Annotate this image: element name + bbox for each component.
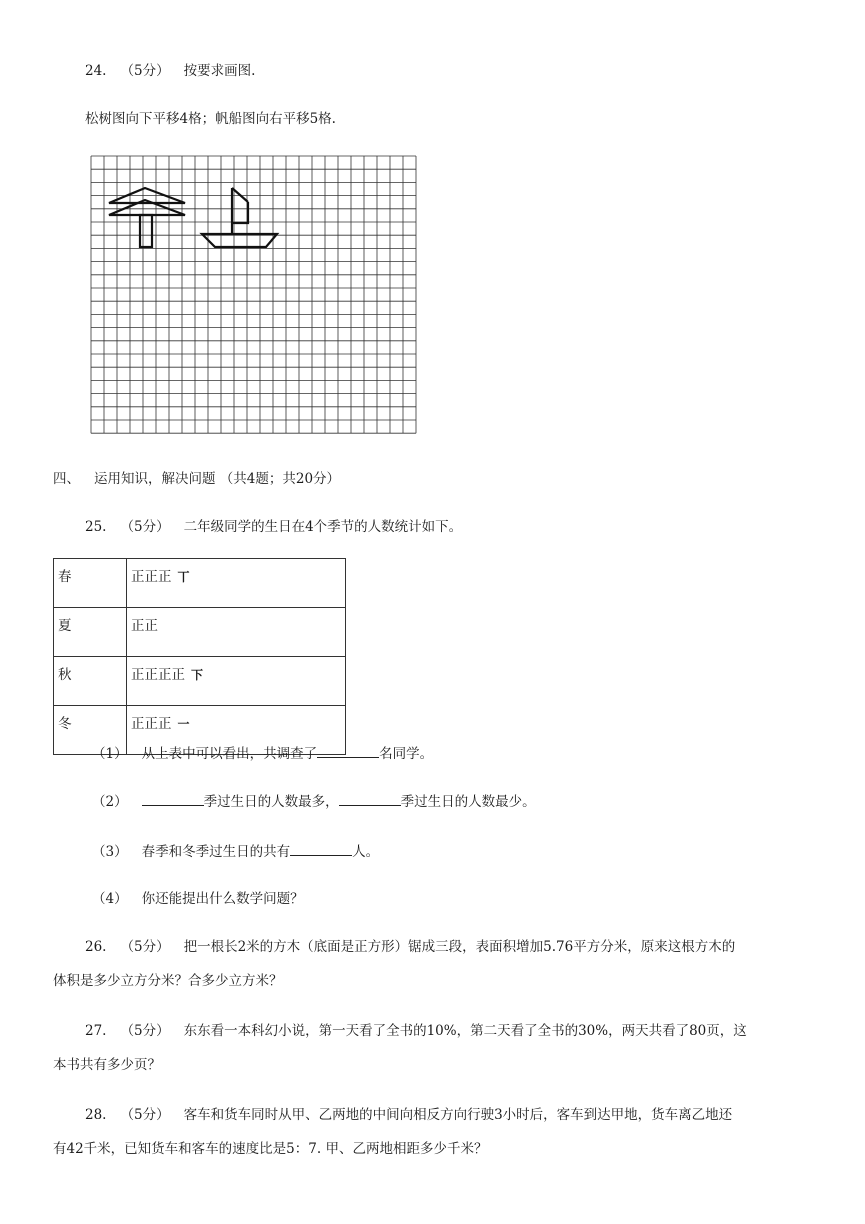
- table-row: [54, 559, 346, 608]
- q27-line2: 本书共有多少页？: [53, 1057, 161, 1073]
- season-cell: 秋: [54, 657, 127, 706]
- sub2-text-b: 季过生日的人数最少。: [400, 794, 536, 810]
- q27-number: 27.: [85, 1023, 107, 1039]
- birthday-tally-table: [53, 558, 346, 755]
- q28-number: 28.: [85, 1107, 107, 1123]
- q24-prompt: 按要求画图.: [183, 63, 256, 79]
- q28-text: 客车和货车同时从甲、乙两地的中间向相反方向行驶3小时后，客车到达甲地，货车离乙地还: [183, 1107, 733, 1123]
- pine-tree-shape: [109, 188, 185, 247]
- section4-heading: [53, 470, 340, 488]
- q24-header: [85, 62, 255, 80]
- tally-partial: 下: [191, 668, 204, 682]
- q25-sub3: [92, 842, 379, 861]
- tally-marks: 正正: [131, 618, 158, 634]
- table-row: [54, 608, 346, 657]
- q25-header: [85, 518, 462, 536]
- tally-marks: 正正正: [131, 716, 172, 732]
- sub-number: （1）: [92, 746, 128, 762]
- section4-title: 运用知识，解决问题 （共4题；共20分）: [94, 471, 341, 487]
- grid-lines: [91, 156, 416, 433]
- q25-sub4: [92, 890, 304, 908]
- q24-score: （5分）: [120, 63, 170, 79]
- sailboat-shape: [202, 188, 277, 247]
- sub-number: （2）: [92, 794, 128, 810]
- table-row: [54, 657, 346, 706]
- tally-cell: [127, 608, 346, 657]
- sub1-text-b: 名同学。: [379, 746, 434, 762]
- q28-line2: 有42千米，已知货车和客车的速度比是5：7. 甲、乙两地相距多少千米？: [53, 1141, 488, 1157]
- season-cell: 冬: [54, 706, 127, 755]
- q26-line2: 体积是多少立方分米？合多少立方米？: [53, 973, 283, 989]
- q27-text: 东东看一本科幻小说，第一天看了全书的10%，第二天看了全书的30%，两天共看了80页，这: [183, 1023, 747, 1039]
- q24-number: 24.: [85, 63, 107, 79]
- sub-number: （3）: [92, 844, 128, 860]
- sub-number: （4）: [92, 891, 128, 907]
- q26-number: 26.: [85, 939, 107, 955]
- tally-cell: [127, 657, 346, 706]
- section4-index: 四、: [53, 471, 80, 487]
- q27-line1: [85, 1022, 747, 1040]
- season-cell: 春: [54, 559, 127, 608]
- sub2-text-a: 季过生日的人数最多，: [203, 794, 339, 810]
- q25-sub2: [92, 792, 536, 811]
- tally-marks: 正正正正: [131, 667, 185, 683]
- tally-partial: 丅: [177, 570, 190, 584]
- answer-blank[interactable]: [339, 792, 401, 806]
- translation-grid-figure: [90, 155, 422, 437]
- tally-cell: [127, 559, 346, 608]
- tally-marks: 正正正: [131, 569, 172, 585]
- sub3-text-b: 人。: [352, 844, 380, 860]
- q28-line1: [85, 1106, 732, 1124]
- q26-line1: [85, 938, 735, 956]
- q25-score: （5分）: [120, 519, 170, 535]
- q26-text: 把一根长2米的方木（底面是正方形）锯成三段，表面积增加5.76平方分米，原来这根方木的: [183, 939, 736, 955]
- q25-prompt: 二年级同学的生日在4个季节的人数统计如下。: [183, 519, 463, 535]
- q27-score: （5分）: [120, 1023, 170, 1039]
- sub1-text-a: 从上表中可以看出，共调查了: [141, 746, 318, 762]
- q25-sub1: [92, 744, 433, 763]
- answer-blank[interactable]: [290, 842, 352, 856]
- q25-number: 25.: [85, 519, 107, 535]
- tally-partial: 一: [177, 717, 190, 731]
- q28-score: （5分）: [120, 1107, 170, 1123]
- sub3-text-a: 春季和冬季过生日的共有: [141, 844, 291, 860]
- q26-score: （5分）: [120, 939, 170, 955]
- answer-blank[interactable]: [142, 792, 204, 806]
- sub4-text: 你还能提出什么数学问题？: [141, 891, 304, 907]
- q24-instruction: 松树图向下平移4格；帆船图向右平移5格.: [85, 111, 336, 127]
- season-cell: 夏: [54, 608, 127, 657]
- answer-blank[interactable]: [317, 744, 379, 758]
